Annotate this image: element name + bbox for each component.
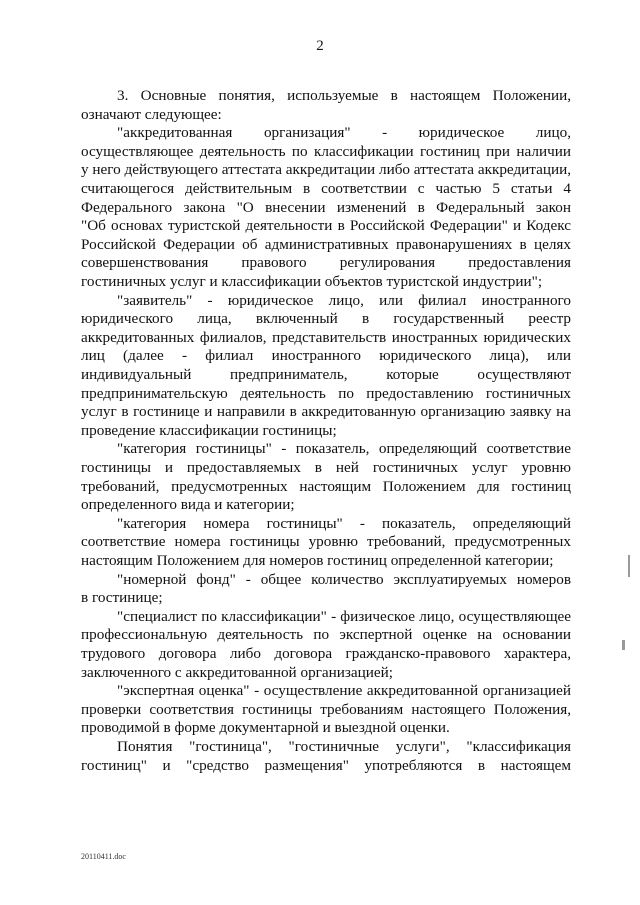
text-line: услуг в гостинице и направили в аккредитованную организацию заявку на bbox=[81, 403, 571, 421]
text-line: у него действующего аттестата аккредитации либо аттестата аккредитации, bbox=[81, 161, 572, 179]
text-line: гостиницы и предоставляемых в ней гостиничных услуг уровню bbox=[81, 459, 571, 476]
text-line: предпринимательскую деятельность по предоставлению гостиничных bbox=[81, 384, 571, 402]
text-line: "экспертная оценка" - осуществление аккредитованной организацией bbox=[117, 682, 571, 700]
text-line: проводимой в форме документарной и выездной оценки. bbox=[81, 719, 450, 737]
text-line: проверки соответствия гостиницы требованиям настоящего Положения, bbox=[81, 700, 571, 718]
text-line: "Об основах туристской деятельности в Российской Федерации" и Кодекс bbox=[81, 217, 571, 235]
text-line: аккредитованных филиалов, представительств иностранных юридических bbox=[81, 328, 571, 346]
text-line: "специалист по классификации" - физическое лицо, осуществляющее bbox=[117, 607, 571, 625]
text-line: гостиниц" и "средство размещения" употребляются в настоящем bbox=[81, 756, 571, 774]
text-line: "категория номера гостиницы" - показатель, определяющий bbox=[117, 514, 571, 532]
text-line: профессиональную деятельность по экспертной оценке на основании bbox=[81, 626, 571, 644]
text-line: соответствие номера гостиницы уровню требований, предусмотренных bbox=[81, 533, 571, 551]
text-line: "заявитель" - юридическое лицо, или филиал иностранного bbox=[117, 291, 571, 309]
text-line: лиц (далее - филиал иностранного юридического лица), или bbox=[81, 347, 571, 365]
text-line: совершенствования правового регулирования предоставления bbox=[81, 254, 571, 272]
text-line: определенного вида и категории; bbox=[81, 496, 295, 514]
page-number: 2 bbox=[316, 38, 324, 54]
text-line: в гостинице; bbox=[81, 589, 163, 607]
text-line: заключенного с аккредитованной организацией; bbox=[81, 663, 393, 681]
footer-filename: 20110411.doc bbox=[81, 852, 126, 861]
text-line: "категория гостиницы" - показатель, определяющий соответствие bbox=[117, 440, 571, 458]
text-line: Российской Федерации об административных правонарушениях в целях bbox=[81, 235, 571, 253]
text-line: гостиничных услуг и классификации объектов туристской индустрии"; bbox=[81, 273, 543, 290]
text-line: трудового договора либо договора гражданско-правового характера, bbox=[81, 645, 571, 662]
text-line: Понятия "гостиница", "гостиничные услуги", "классификация bbox=[117, 738, 571, 755]
text-line: требований, предусмотренных настоящим Положением для гостиниц bbox=[81, 477, 571, 495]
text-line: означают следующее: bbox=[81, 105, 222, 123]
scan-margin-mark bbox=[622, 640, 625, 650]
text-line: "номерной фонд" - общее количество эксплуатируемых номеров bbox=[117, 570, 571, 588]
text-line: Федерального закона "О внесении изменений в Федеральный закон bbox=[81, 198, 571, 216]
text-line: 3. Основные понятия, используемые в настоящем Положении, bbox=[117, 87, 571, 104]
text-line: проведение классификации гостиницы; bbox=[81, 421, 337, 439]
text-line: юридического лица, включенный в государственный реестр bbox=[81, 310, 571, 328]
text-line: настоящим Положением для номеров гостиниц определенной категории; bbox=[81, 552, 554, 569]
text-line: осуществляющее деятельность по классификации гостиниц при наличии bbox=[81, 142, 571, 160]
text-line: считающегося действительным в соответствии с частью 5 статьи 4 bbox=[81, 180, 571, 197]
text-line: индивидуальный предприниматель, которые осуществляют bbox=[81, 366, 571, 383]
scan-margin-mark bbox=[628, 555, 630, 577]
text-line: "аккредитованная организация" - юридическое лицо, bbox=[117, 124, 571, 142]
